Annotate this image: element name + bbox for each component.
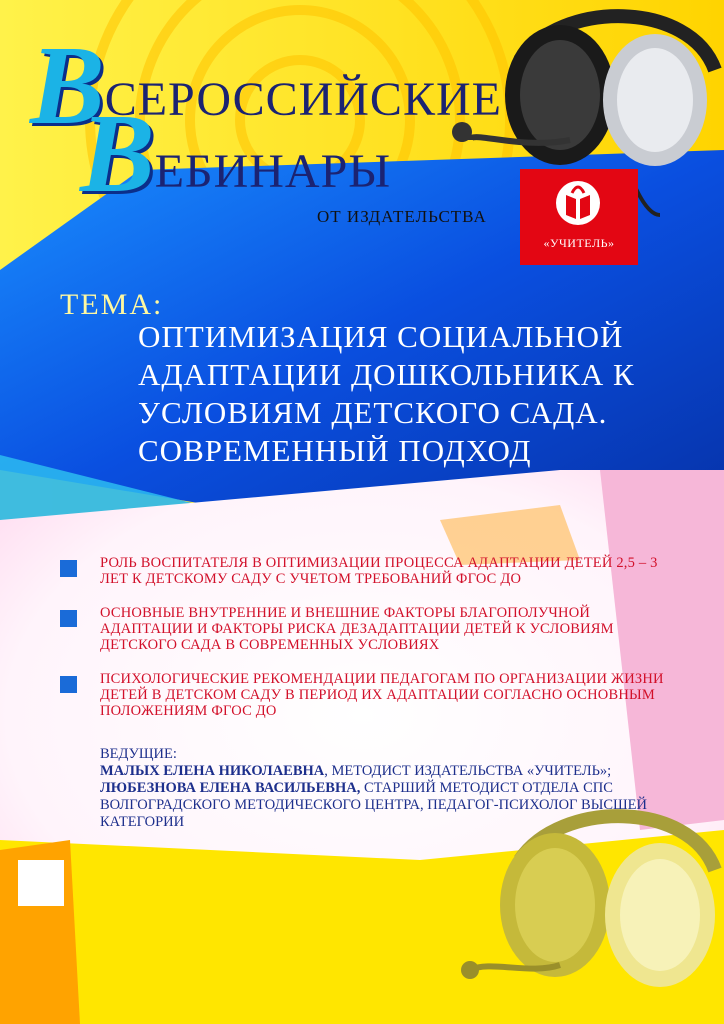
title-word: ЕБИНАРЫ [154, 145, 392, 198]
presenter-1 [100, 763, 660, 780]
title-word: СЕРОССИЙСКИЕ [104, 73, 502, 126]
publisher-logo-text: «УЧИТЕЛЬ» [543, 236, 615, 250]
presenter-name: МАЛЫХ ЕЛЕНА НИКОЛАЕВНА [100, 763, 325, 779]
list-item [60, 671, 680, 719]
topics-list [60, 555, 680, 737]
list-item-text: ОСНОВНЫЕ ВНУТРЕННИЕ И ВНЕШНИЕ ФАКТОРЫ БЛАГОПОЛУЧНОЙ АДАПТАЦИИ И ФАКТОРЫ РИСКА ДЕЗАДАПТАЦИИ ДЕТЕЙ К УСЛОВИЯМ ДЕТСКОГО САДА В СОВРЕМЕННЫХ УСЛОВИЯХ [100, 605, 614, 653]
presenter-role: , МЕТОДИСТ ИЗДАТЕЛЬСТВА «УЧИТЕЛЬ»; [324, 763, 612, 779]
list-item-text: РОЛЬ ВОСПИТАТЕЛЯ В ОПТИМИЗАЦИИ ПРОЦЕССА АДАПТАЦИИ ДЕТЕЙ 2,5 – 3 ЛЕТ К ДЕТСКОМУ САДУ С УЧЕТОМ ТРЕБОВАНИЙ ФГОС ДО [100, 555, 658, 587]
list-item [60, 605, 680, 653]
square-bullet-icon [60, 560, 77, 577]
list-item-text: ПСИХОЛОГИЧЕСКИЕ РЕКОМЕНДАЦИИ ПЕДАГОГАМ ПО ОРГАНИЗАЦИИ ЖИЗНИ ДЕТЕЙ В ДЕТСКОМ САДУ В ПЕРИОД ИХ АДАПТАЦИИ СОГЛАСНО ОСНОВНЫМ ПОЛОЖЕНИЯМ ФГОС ДО [100, 671, 664, 719]
presenter-name: ЛЮБЕЗНОВА ЕЛЕНА ВАСИЛЬЕВНА, [100, 780, 361, 796]
presenters-block [100, 746, 660, 831]
topic-title: ОПТИМИЗАЦИЯ СОЦИАЛЬНОЙ АДАПТАЦИИ ДОШКОЛЬНИКА К УСЛОВИЯМ ДЕТСКОГО САДА. СОВРЕМЕННЫЙ ПОДХОД [138, 319, 635, 468]
page-title-line2 [80, 90, 391, 219]
list-item [60, 555, 680, 587]
topic-label: ТЕМА: [60, 288, 164, 321]
publisher-logo [512, 167, 644, 267]
presenter-role: СТАРШИЙ МЕТОДИСТ ОТДЕЛА СПС ВОЛГОГРАДСКОГО МЕТОДИЧЕСКОГО ЦЕНТРА, ПЕДАГОГ-ПСИХОЛОГ ВЫСШЕЙ КАТЕГОРИИ [100, 780, 647, 830]
presenter-2 [100, 780, 660, 831]
square-bullet-icon [60, 676, 77, 693]
presenters-label: ВЕДУЩИЕ: [100, 746, 177, 762]
title-initial-letter: В [30, 24, 105, 148]
title-initial-letter: В [80, 92, 155, 216]
publisher-from-label: ОТ ИЗДАТЕЛЬСТВА [317, 207, 487, 226]
square-bullet-icon [60, 610, 77, 627]
